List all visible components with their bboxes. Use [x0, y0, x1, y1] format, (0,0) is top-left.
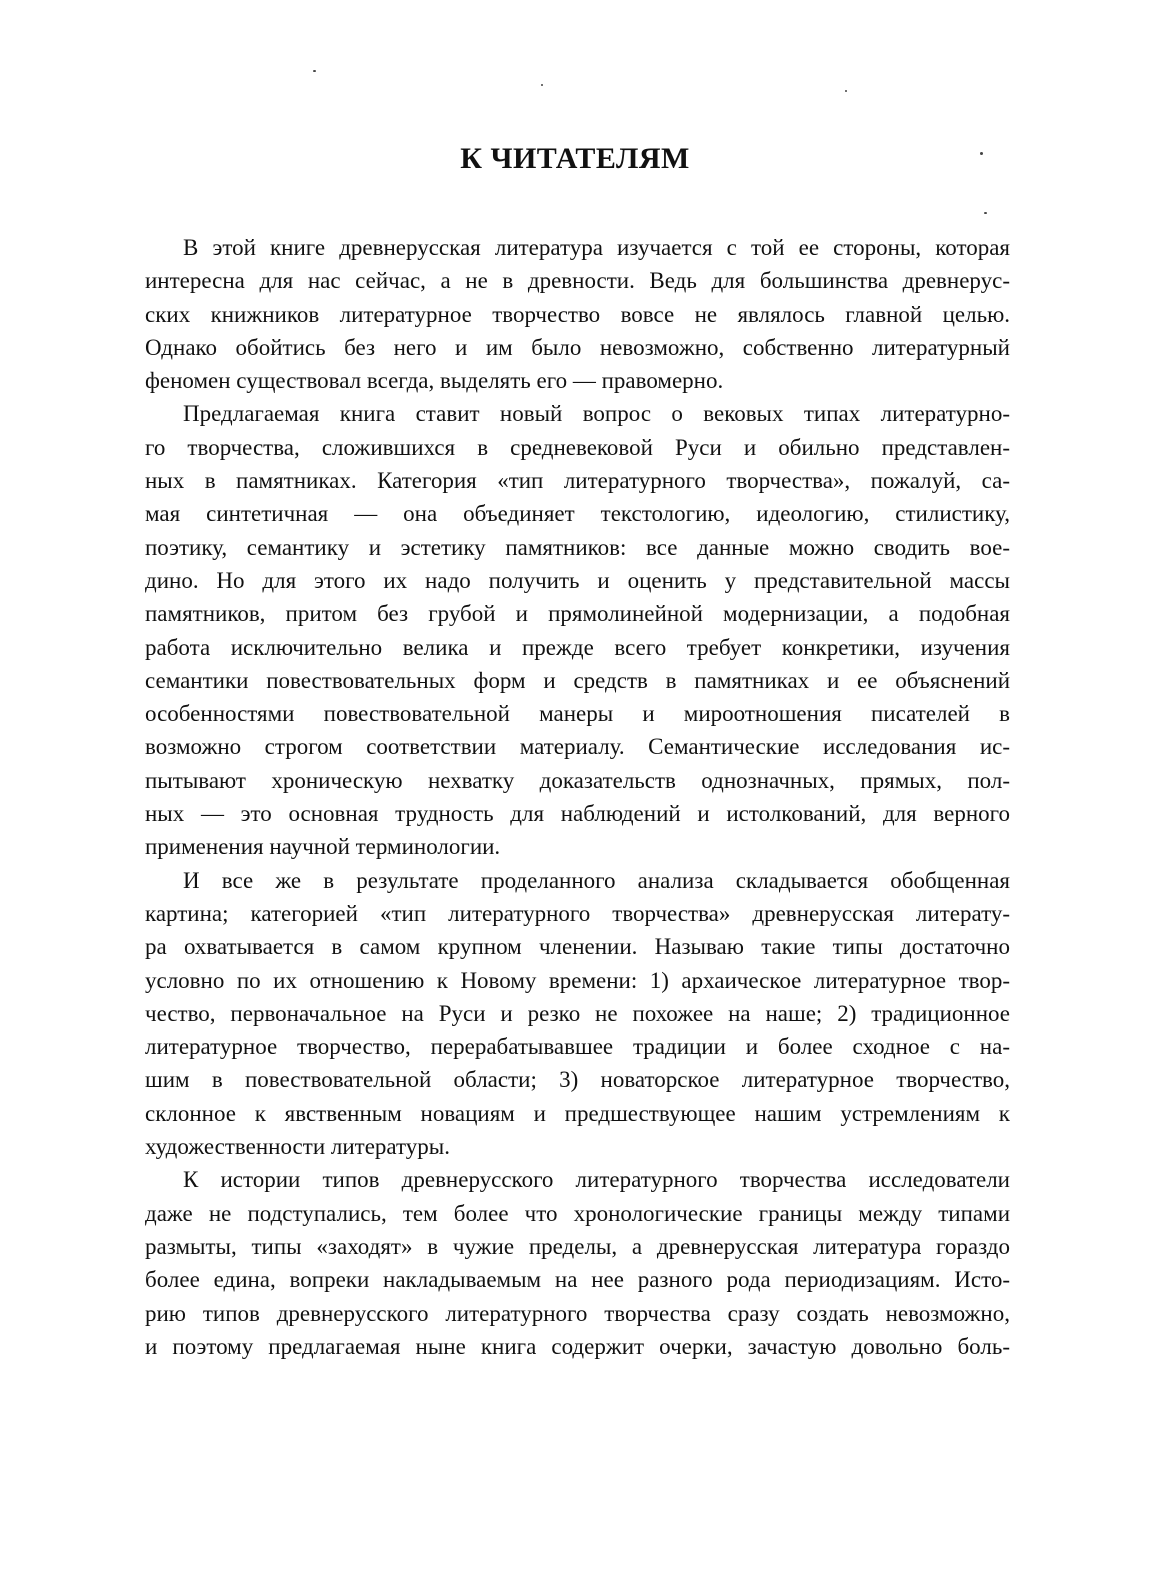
page-title: К ЧИТАТЕЛЯМ	[460, 142, 690, 175]
body-text	[145, 231, 1010, 1363]
text-line: склонное к явственным новациям и предшествующее нашим устремлениям к	[145, 1100, 1010, 1126]
text-line: особенностями повествовательной манеры и мироотношения писателей в	[145, 701, 1010, 727]
text-line: картина; категорией «тип литературного творчества» древнерусская литерату-	[145, 900, 1010, 926]
text-line: мая синтетичная — она объединяет текстологию, идеологию, стилистику,	[145, 501, 1010, 527]
text-line: ских книжников литературное творчество вовсе не являлось главной целью.	[145, 301, 1010, 327]
text-line: чество, первоначальное на Руси и резко не похожее на наше; 2) традиционное	[145, 1000, 1010, 1026]
text-line: литературное творчество, перерабатывавшее традиции и более сходное с на-	[145, 1034, 1010, 1060]
text-line: возможно строгом соответствии материалу. Семантические исследования ис-	[145, 734, 1010, 760]
text-line: пытывают хроническую нехватку доказательств однозначных, прямых, пол-	[145, 767, 1010, 793]
text-line: Однако обойтись без него и им было невозможно, собственно литературный	[145, 334, 1010, 360]
scan-speck	[313, 70, 316, 72]
text-line: более едина, вопреки накладываемым на нее разного рода периодизациям. Исто-	[145, 1267, 1010, 1293]
text-line: применения научной терминологии.	[145, 834, 501, 860]
text-line: ра охватывается в самом крупном членении. Называю такие типы достаточно	[145, 934, 1010, 960]
text-line: ных — это основная трудность для наблюдений и истолкований, для верного	[145, 801, 1010, 827]
text-line: интересна для нас сейчас, а не в древности. Ведь для большинства древнерус-	[145, 268, 1010, 294]
text-line: даже не подступались, тем более что хронологические границы между типами	[145, 1200, 1010, 1226]
text-line: памятников, притом без грубой и прямолинейной модернизации, а подобная	[145, 601, 1010, 627]
text-line: В этой книге древнерусская литература изучается с той ее стороны, которая	[183, 235, 1010, 260]
text-line: феномен существовал всегда, выделять его — правомерно.	[145, 368, 724, 394]
text-line: условно по их отношению к Новому времени: 1) архаическое литературное твор-	[145, 967, 1010, 993]
text-line: ных в памятниках. Категория «тип литературного творчества», пожалуй, са-	[145, 468, 1010, 494]
text-line: поэтику, семантику и эстетику памятников: все данные можно сводить вое-	[145, 534, 1010, 560]
text-line: семантики повествовательных форм и средств в памятниках и ее объяснений	[145, 667, 1010, 693]
text-line: работа исключительно велика и прежде всего требует конкретики, изучения	[145, 634, 1010, 660]
scan-speck	[984, 212, 987, 214]
text-line: дино. Но для этого их надо получить и оценить у представительной массы	[145, 567, 1010, 593]
text-line: И все же в результате проделанного анализа складывается обобщенная	[183, 867, 1010, 893]
text-line: рию типов древнерусского литературного творчества сразу создать невозможно,	[145, 1300, 1010, 1326]
text-line: К истории типов древнерусского литературного творчества исследователи	[183, 1167, 1010, 1193]
text-line: и поэтому предлагаемая ныне книга содержит очерки, зачастую довольно боль-	[145, 1333, 1010, 1359]
text-line: художественности литературы.	[145, 1134, 450, 1160]
scan-speck	[541, 84, 543, 86]
text-line: Предлагаемая книга ставит новый вопрос о вековых типах литературно-	[183, 401, 1010, 427]
text-line: размыты, типы «заходят» в чужие пределы, а древнерусская литература гораздо	[145, 1233, 1010, 1259]
text-line: го творчества, сложившихся в средневековой Руси и обильно представлен-	[145, 434, 1010, 460]
scan-speck	[845, 90, 847, 92]
text-line: шим в повествовательной области; 3) новаторское литературное творчество,	[145, 1067, 1010, 1093]
